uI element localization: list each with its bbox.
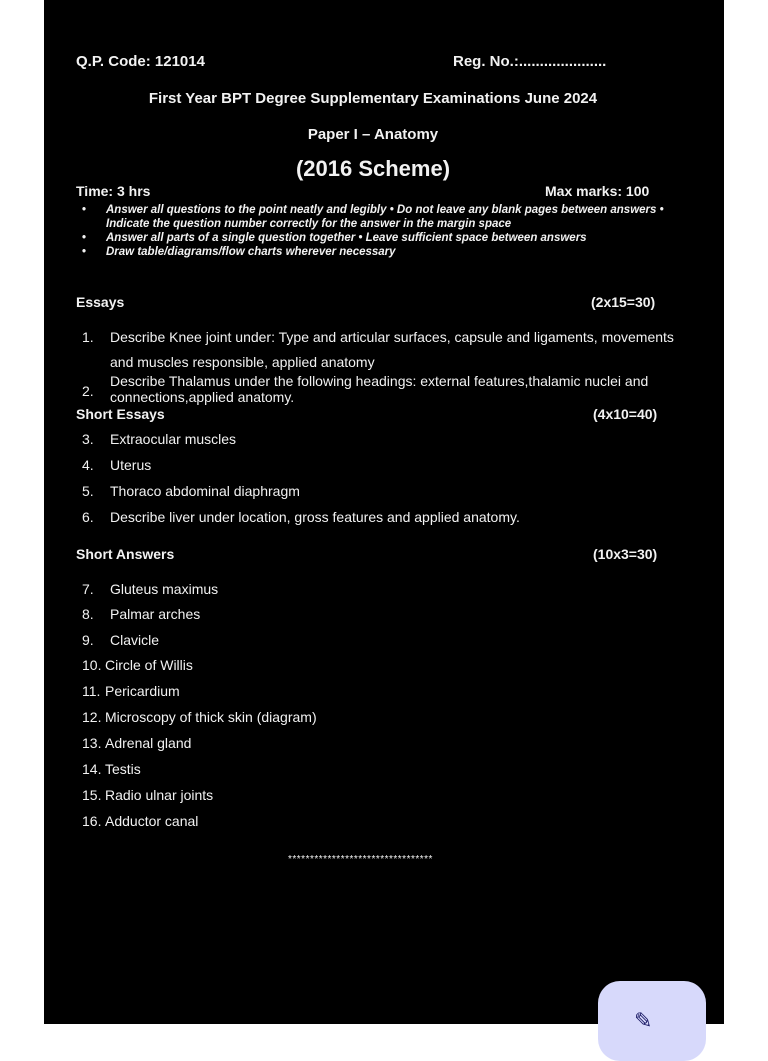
edit-fab-button[interactable] [598,981,706,1061]
short-answers-heading: Short Answers [76,546,175,562]
instructions-list [82,203,682,259]
question-item: 1. Describe Knee joint under: Type and articular surfaces, capsule and ligaments, movements and muscles responsible, applied anatomy [82,329,674,370]
edit-icon: ✎ [634,1009,653,1034]
essays-marks: (2x15=30) [591,294,656,310]
bullet-icon: • [82,204,87,216]
exam-paper: Q.P. Code: 121014 Reg. No.:..................... First Year BPT Degree Supplementary Examinations June 2024 Paper I – Anatomy (2016 Scheme) Time: 3 hrs Max marks: 100 • Answer all questions to the point neatly and legibly • Do not leave any blank pages between answers • Indicate the question number correctly for the answer in the margin space • Answer all parts of a single question together • Leave sufficient space between answers • Draw table/diagrams/flow charts wherever necessary Essays (2x15=30) 1. Describe Knee joint under: Type and articular surfaces, capsule and ligaments, movements and muscles responsible, applied anatomy 2. Describe Thalamus under the following headings: external features,thalamic nuclei and connections,applied anatomy. Short Essays (4x10=40) 3. Extraocular muscles 4. Uterus 5. Thoraco abdominal diaphragm 6. Describe liver under location, gross features and applied anatomy. Short Answers (10x3=30) 7. Gluteus maximus 8. Palmar arches 9. Clavicle 10. Circle of Willis 11. Pericardium 12. Microscopy of thick skin (diagram) 13. Adrenal gland 14. Testis 15. Radio ulnar joints 16. Adductor canal ********************************* [44,0,724,1024]
short-essays-heading: Short Essays [76,406,165,422]
instruction-item: • Answer all parts of a single question together • Leave sufficient space between answers [82,232,587,244]
exam-title: First Year BPT Degree Supplementary Examinations June 2024 [148,90,598,107]
reg-no: Reg. No.:..................... [453,53,607,70]
question-item: 2. Describe Thalamus under the following headings: external features,thalamic nuclei and connections,applied anatomy. [82,373,649,405]
short-answers-marks: (10x3=30) [593,546,658,562]
scheme-title: (2016 Scheme) [295,156,451,181]
bullet-icon: • [82,246,87,258]
end-of-paper-divider: ********************************* [288,854,433,865]
instruction-item: • Answer all questions to the point neatly and legibly • Do not leave any blank pages between answers • Indicate the question number correctly for the answer in the margin space [82,204,664,230]
essays-heading: Essays [76,294,125,310]
max-marks: Max marks: 100 [545,183,650,199]
short-essays-marks: (4x10=40) [593,406,658,422]
instruction-item: • Draw table/diagrams/flow charts wherever necessary [82,246,396,258]
qp-code: Q.P. Code: 121014 [76,53,205,70]
paper-title: Paper I – Anatomy [307,126,439,143]
bullet-icon: • [82,232,87,244]
exam-time: Time: 3 hrs [76,183,151,199]
